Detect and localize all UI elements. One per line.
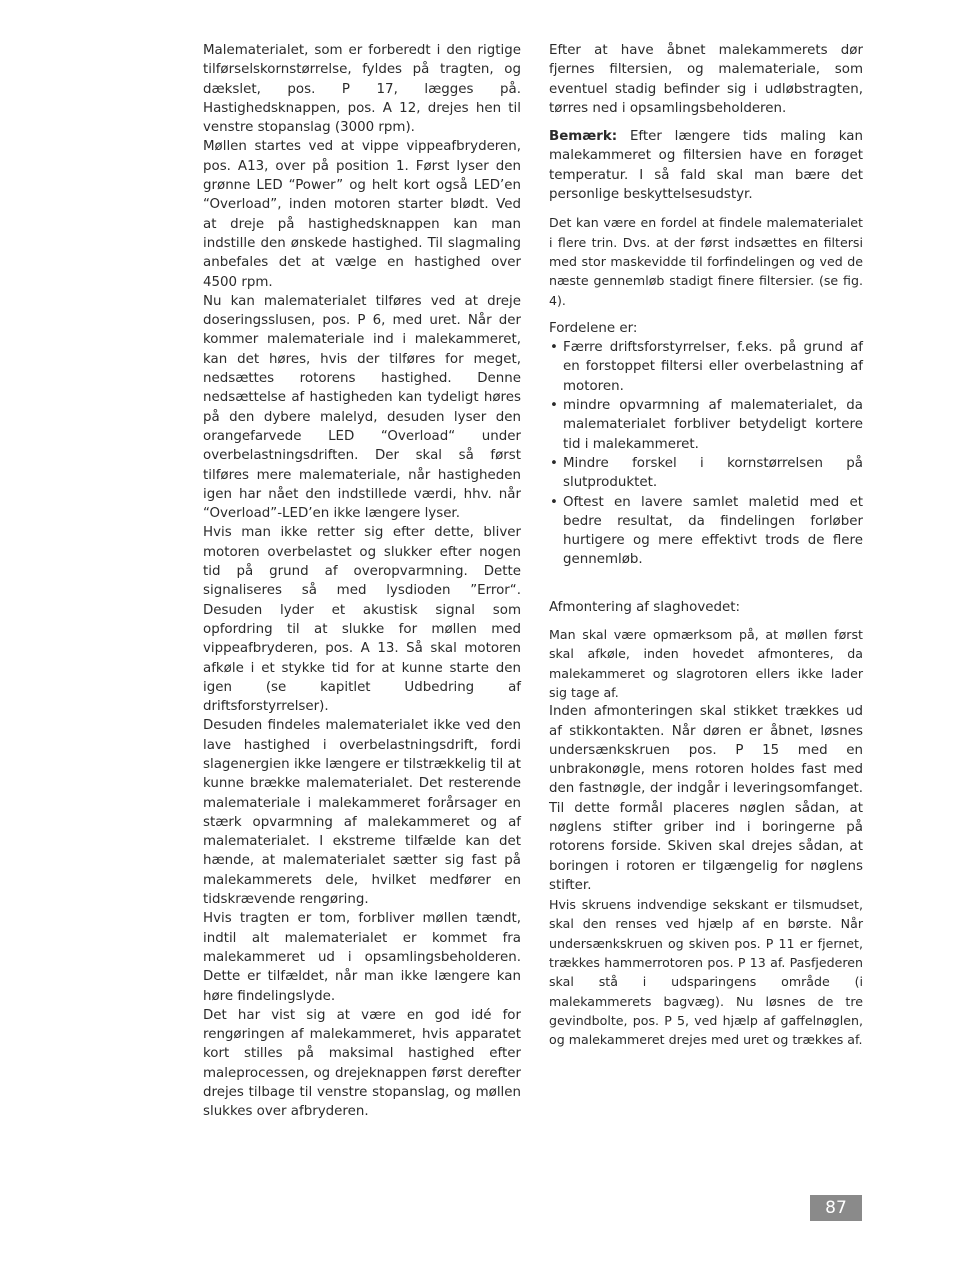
note-paragraph — [549, 127, 863, 204]
right-column — [549, 41, 863, 1050]
paragraph-empty-hopper: Hvis tragten er tom, forbliver møllen tændt, indtil alt malematerialet er kommet fra malekammeret ud i opsamlingsbeholderen. Dette er tilfældet, når man ikke længere kan høre findelingslyde. — [203, 911, 521, 1004]
paragraph-remove-filter: Efter at have åbnet malekammerets dør fjernes filtersien, og malemateriale, som eventuel stadig befinder sig i udløbstragten, tørres ned i opsamlingsbeholderen. — [549, 43, 863, 116]
note-text: Efter længere tids maling kan malekammeret og filtersien have en forøget temperatur. I så fald skal man bære det personlige beskyttelsesudstyr. — [549, 129, 863, 203]
paragraph-low-speed: Desuden findeles malematerialet ikke ved den lave hastighed i overbelastningsdrift, fordi slagenergien ikke længere er tilstrækkelig til at kunne brække malematerialet. Det resterende malemateriale i malekammeret forårsager en stærk opvarmning af malekammeret og af malematerialet. I ekstreme tilfælde kan det hænde, at malematerialet sætter sig fast på malekammerets dele, hvilket medfører en tidskrævende rengøring. — [203, 718, 521, 908]
page-number: 87 — [810, 1195, 862, 1221]
list-intro: Fordelene er: — [549, 320, 638, 336]
paragraph-dismount-steps: Inden afmonteringen skal stikket trækkes ud af stikkontakten. Når døren er åbnet, løsnes undersænkskruen pos. P 15 med en unbrakonøgle, mens rotoren holdes fast med den fastnøgle, der indgår i leveringsomfanget. Til dette formål placeres nøglen sådan, at nøglens stifter griber ind i boringerne på rotorens forside. Skiven skal drejes sådan, at boringen i rotoren er tilgængelig for nøglens stifter. — [549, 704, 863, 893]
list-item: • Oftest en lavere samlet maletid med et bedre resultat, da findelingen forløber hurtigere og mere effektivt trods de flere gennemløb. — [549, 493, 863, 570]
list-item: • mindre opvarmning af malematerialet, da malematerialet forbliver betydeligt kortere tid i malekammeret. — [549, 396, 863, 454]
paragraph-feeding: Nu kan malematerialet tilføres ved at dreje doseringsslusen, pos. P 6, med uret. Når der kommer malemateriale ind i malekammeret, kan det høres, hvis der tilføres for meget, nedsættes rotorens hastighed. Denne nedsættelse af hastigheden kan tydeligt høres på den dybere malelyd, desuden lyser den orangefarvede LED “Overload“ under overbelastningsdriften. Der skal så først tilføres mere malemateriale, når hastigheden igen har nået den indstillede værdi, hhv. når “Overload”-LED’en ikke længere lyser. — [203, 293, 521, 522]
note-label: Bemærk: — [549, 129, 618, 145]
paragraph-cleaning-tip: Det har vist sig at være en god idé for rengøringen af malekammeret, hvis apparatet kort stilles på maksimal hastighed efter maleprocessen, og drejeknappen først derefter drejes tilbage til venstre stopanslag, og møllen slukkes over afbryderen. — [203, 1007, 521, 1120]
paragraph-multi-stage: Det kan være en fordel at findele malematerialet i flere trin. Dvs. at der først indsættes en filtersi med stor maskevidde til forfindelingen og ved de næste gennemløb stadigt finere filtersier. (se fig. 4). — [549, 215, 863, 308]
list-item: • Færre driftsforstyrrelser, f.eks. på grund af en forstoppet filtersi eller overbelastning af motoren. — [549, 338, 863, 396]
list-item: • Mindre forskel i kornstørrelsen på slutproduktet. — [549, 454, 863, 493]
section-heading: Afmontering af slaghovedet: — [549, 599, 740, 615]
paragraph-starting: Møllen startes ved at vippe vippeafbryderen, pos. A13, over på position 1. Først lyser den grønne LED “Power” og helt kort også LED’en “Overload”, inden motoren starter blødt. Ved at dreje på hastighedsknappen kan man indstille den ønskede hastighed. Til slagmaling anbefales det at vælge en hastighed over 4500 rpm. — [203, 139, 521, 290]
paragraph-cool-down: Man skal være opmærksom på, at møllen først skal afkøle, inden hovedet afmonteres, da malekammeret og slagrotoren ellers ikke lader sig tage af. — [549, 627, 863, 700]
paragraph-hammer-rotor: Hvis skruens indvendige sekskant er tilsmudset, skal den renses ved hjælp af en børste. Når undersænkskruen og skiven pos. P 11 er fjernet, trækkes hammerrotoren pos. P 13 af. Pasfjederen skal stå i udsparingens område (i malekammerets bagvæg). Nu løsnes de tre gevindbolte, pos. P 5, ved hjælp af gaffelnøglen, og malekammeret drejes med uret og trækkes af. — [549, 897, 863, 1048]
paragraph-filling: Malematerialet, som er forberedt i den rigtige tilførselskornstørrelse, fyldes på tragten, og dækslet, pos. P 17, lægges på. Hastighedsknappen, pos. A 12, drejes hen til venstre stopanslag (3000 rpm). — [203, 43, 521, 136]
left-column — [203, 41, 521, 1122]
paragraph-overload: Hvis man ikke retter sig efter dette, bliver motoren overbelastet og slukker efter nogen tid på grund af overopvarmning. Dette signaliseres så med lysdioden ”Error“. Desuden lyder et akustisk signal som opfordring til at slukke for møllen med vippeafbryderen, pos. A 13. Så skal motoren afkøle i et stykke tid for at kunne starte den igen (se kapitlet Udbedring af driftsforstyrrelser). — [203, 525, 521, 715]
advantages-list — [549, 338, 863, 570]
